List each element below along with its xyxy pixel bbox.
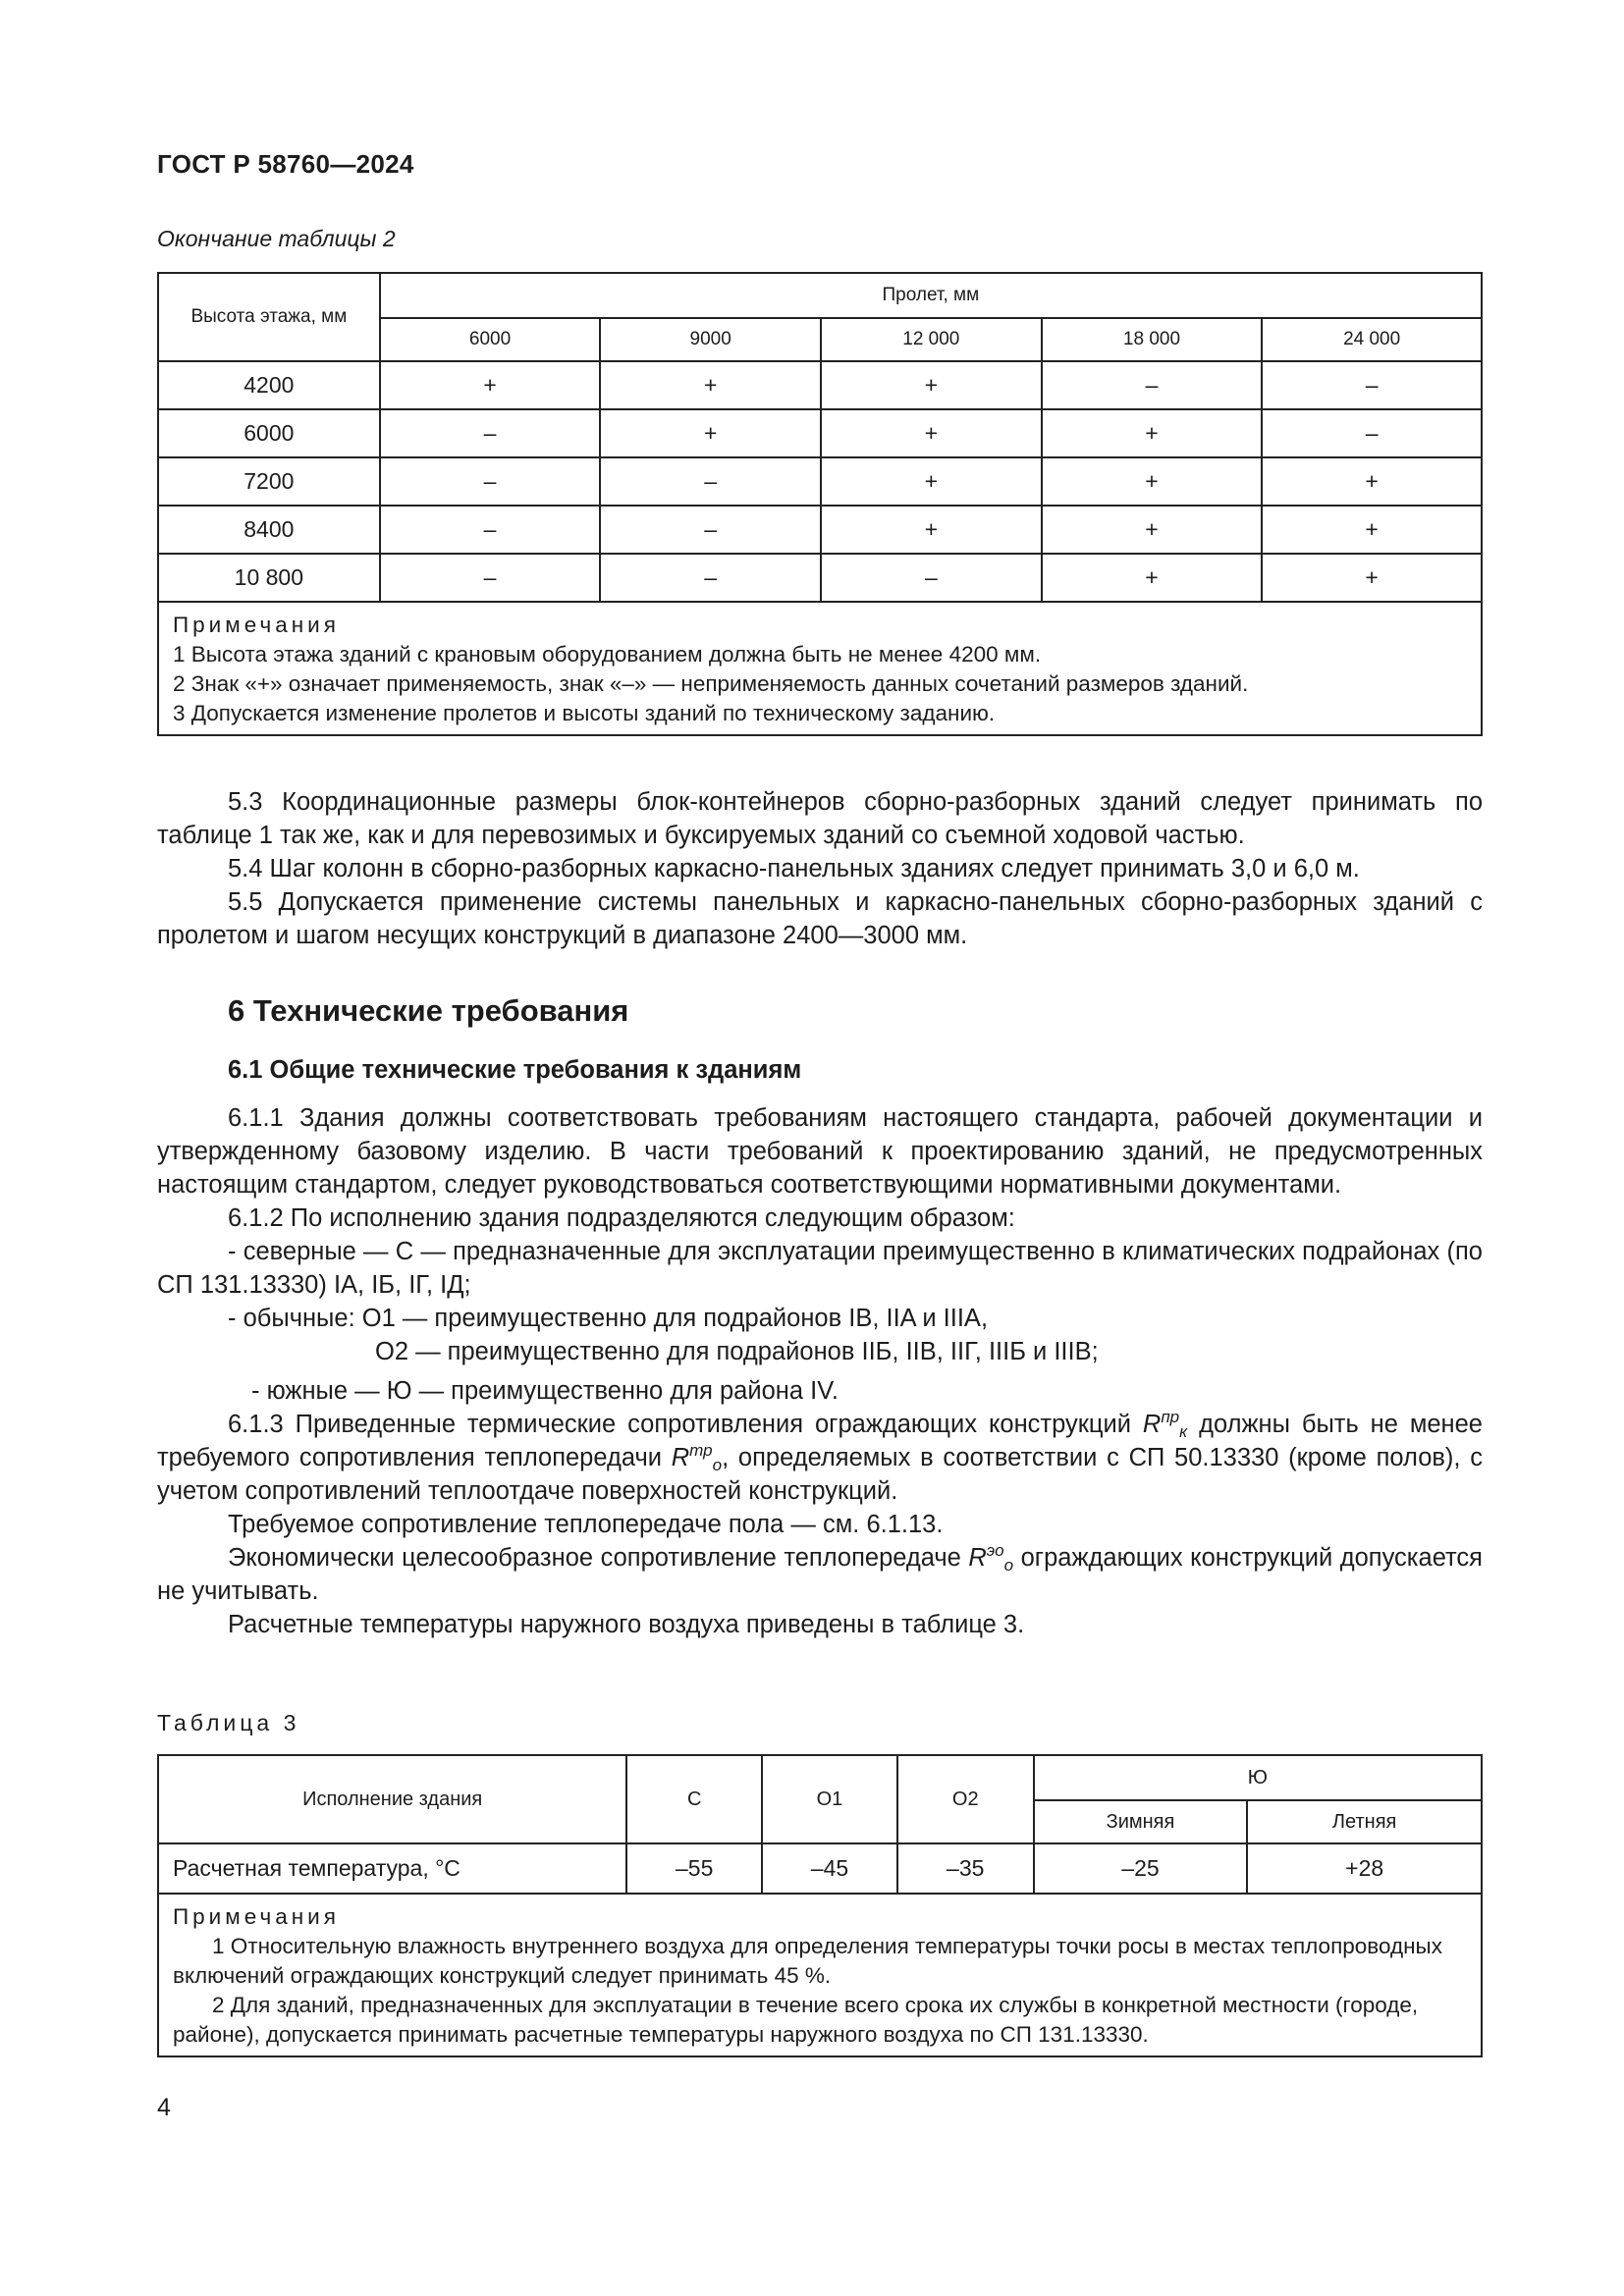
- table3-col-c: С: [626, 1755, 762, 1843]
- table-cell: –55: [626, 1843, 762, 1894]
- paragraph-5-5: 5.5 Допускается применение системы панельных и каркасно-панельных сборно-разборных зданий с пролетом и шагом несущих конструкций в диапазоне 2400—3000 мм.: [157, 888, 1483, 949]
- p613-text-c: , определяемых в соответствии с СП 50.13330 (кроме полов), с учетом сопротивлений теплоотдаче поверхностей конструкций.: [157, 1444, 1483, 1505]
- symbol-r-eo: $R^{эо}_о$: [968, 1541, 1014, 1575]
- execution-ordinary-1: - обычные: О1 — преимущественно для подрайонов IB, IIA и IIIA,: [228, 1305, 989, 1332]
- table-cell: +28: [1247, 1843, 1482, 1894]
- symbol-r-o: $R^{тр}_о$: [671, 1441, 723, 1474]
- symbol-r-k: $R^{пр}_к$: [1142, 1408, 1188, 1441]
- table3-col-header: Исполнение здания: [158, 1755, 626, 1843]
- execution-south: - южные — Ю — преимущественно для района IV.: [251, 1377, 839, 1405]
- table-row: [158, 457, 1482, 506]
- table-cell: –: [1262, 409, 1482, 457]
- table-cell: –: [600, 457, 821, 506]
- document-header: ГОСТ Р 58760—2024: [157, 149, 414, 179]
- section-6-paragraphs: [157, 1101, 1483, 1641]
- econ-text-a: Экономически целесообразное сопротивление теплопередаче: [228, 1544, 961, 1572]
- table-cell: –35: [897, 1843, 1034, 1894]
- paragraph-5-4: 5.4 Шаг колонн в сборно-разборных каркасно-панельных зданиях следует принимать 3,0 и 6,0 м.: [228, 855, 1360, 882]
- table-2: [157, 272, 1483, 736]
- paragraph-floor: Требуемое сопротивление теплопередаче пола — см. 6.1.13.: [228, 1511, 944, 1538]
- table2-span-header: 24 000: [1262, 318, 1482, 361]
- table-cell: +: [600, 409, 821, 457]
- table-cell: +: [821, 409, 1042, 457]
- table-cell: –: [380, 506, 601, 554]
- table3-col-o2: О2: [897, 1755, 1034, 1843]
- paragraph-5-3: 5.3 Координационные размеры блок-контейнеров сборно-разборных зданий следует принимать по таблице 1 так же, как и для перевозимых и буксируемых зданий со съемной ходовой частью.: [157, 788, 1483, 849]
- table-cell: +: [600, 361, 821, 409]
- table2-group-header: Пролет, мм: [380, 273, 1482, 318]
- note-item: 3 Допускается изменение пролетов и высоты зданий по техническому заданию.: [173, 701, 996, 725]
- table-cell: +: [1042, 457, 1263, 506]
- table2-span-header: 6000: [380, 318, 601, 361]
- note-item: 1 Высота этажа зданий с крановым оборудованием должна быть не менее 4200 мм.: [173, 642, 1042, 667]
- table3-row-label: Расчетная температура, °С: [158, 1843, 626, 1894]
- p613-text-b: должны быть не менее требуемого сопротивления теплопередачи: [157, 1411, 1483, 1471]
- paragraph-temperatures: Расчетные температуры наружного воздуха приведены в таблице 3.: [228, 1611, 1025, 1638]
- section-6-title: 6 Технические требования: [228, 993, 629, 1028]
- table2-notes: [158, 602, 1482, 735]
- note-item: 2 Знак «+» означает применяемость, знак «–» — неприменяемость данных сочетаний размеров зданий.: [173, 671, 1249, 696]
- table3-group-south: Ю: [1034, 1755, 1482, 1800]
- table-cell: +: [821, 506, 1042, 554]
- table2-span-header: 12 000: [821, 318, 1042, 361]
- table2-col-header: Высота этажа, мм: [158, 273, 380, 361]
- table-cell: –: [1262, 361, 1482, 409]
- table-cell: +: [1262, 457, 1482, 506]
- table-cell: 10 800: [158, 554, 380, 602]
- table-cell: 8400: [158, 506, 380, 554]
- table-cell: +: [1262, 554, 1482, 602]
- table-cell: –25: [1034, 1843, 1248, 1894]
- note-item: 2 Для зданий, предназначенных для эксплуатации в течение всего срока их службы в конкретной местности (городе, районе), допускается принимать расчетные температуры наружного воздуха по СП 131.13330.: [173, 1993, 1419, 2047]
- table-cell: 4200: [158, 361, 380, 409]
- paragraph-6-1-2: 6.1.2 По исполнению здания подразделяются следующим образом:: [228, 1204, 1015, 1232]
- table-cell: +: [821, 457, 1042, 506]
- notes-title: Примечания: [173, 613, 340, 637]
- p613-text-a: 6.1.3 Приведенные термические сопротивления ограждающих конструкций: [228, 1411, 1131, 1438]
- table3-col-o1: О1: [762, 1755, 897, 1843]
- table-cell: –: [821, 554, 1042, 602]
- table-cell: +: [1042, 506, 1263, 554]
- subsection-6-1-title: 6.1 Общие технические требования к зданиям: [228, 1056, 802, 1084]
- table-cell: 6000: [158, 409, 380, 457]
- table-row: [158, 409, 1482, 457]
- table2-span-header: 18 000: [1042, 318, 1263, 361]
- table-cell: –: [380, 554, 601, 602]
- table-cell: +: [1042, 554, 1263, 602]
- table3-col-winter: Зимняя: [1034, 1800, 1248, 1843]
- table-row: [158, 1843, 1482, 1894]
- notes-title: Примечания: [173, 1904, 340, 1929]
- paragraph-6-1-3: [157, 1408, 1483, 1508]
- table-cell: –: [380, 457, 601, 506]
- table-cell: –: [600, 554, 821, 602]
- table-cell: –: [380, 409, 601, 457]
- table-cell: –45: [762, 1843, 897, 1894]
- execution-north: - северные — С — предназначенные для эксплуатации преимущественно в климатических подрайонах (по СП 131.13330) IA, IБ, IГ, IД;: [157, 1238, 1483, 1299]
- table-cell: –: [1042, 361, 1263, 409]
- table-row: [158, 361, 1482, 409]
- table-cell: +: [1042, 409, 1263, 457]
- table3-notes: [158, 1894, 1482, 2056]
- page-number: 4: [157, 2094, 171, 2121]
- table2-caption: Окончание таблицы 2: [157, 226, 396, 251]
- paragraph-6-1-1: 6.1.1 Здания должны соответствовать требованиям настоящего стандарта, рабочей документации и утвержденному базовому изделию. В части требований к проектированию зданий, не предусмотренных настоящим стандартом, следует руководствоваться соответствующими нормативными документами.: [157, 1104, 1483, 1199]
- section-5-paragraphs: [157, 785, 1483, 952]
- table3-col-summer: Летняя: [1247, 1800, 1482, 1843]
- table-row: [158, 554, 1482, 602]
- table3-label: Таблица 3: [157, 1710, 300, 1735]
- paragraph-economic: [157, 1541, 1483, 1608]
- table-cell: +: [380, 361, 601, 409]
- table2-span-header: 9000: [600, 318, 821, 361]
- table-cell: –: [600, 506, 821, 554]
- table-3: [157, 1754, 1483, 2057]
- execution-ordinary-2: О2 — преимущественно для подрайонов IIБ, IIB, IIГ, IIIБ и IIIB;: [375, 1338, 1099, 1365]
- table-cell: +: [821, 361, 1042, 409]
- table-cell: 7200: [158, 457, 380, 506]
- table-cell: +: [1262, 506, 1482, 554]
- note-item: 1 Относительную влажность внутреннего воздуха для определения температуры точки росы в местах теплопроводных включений ограждающих конструкций следует принимать 45 %.: [173, 1934, 1442, 1988]
- table-row: [158, 506, 1482, 554]
- econ-text-b: ограждающих конструкций допускается не учитывать.: [157, 1544, 1483, 1605]
